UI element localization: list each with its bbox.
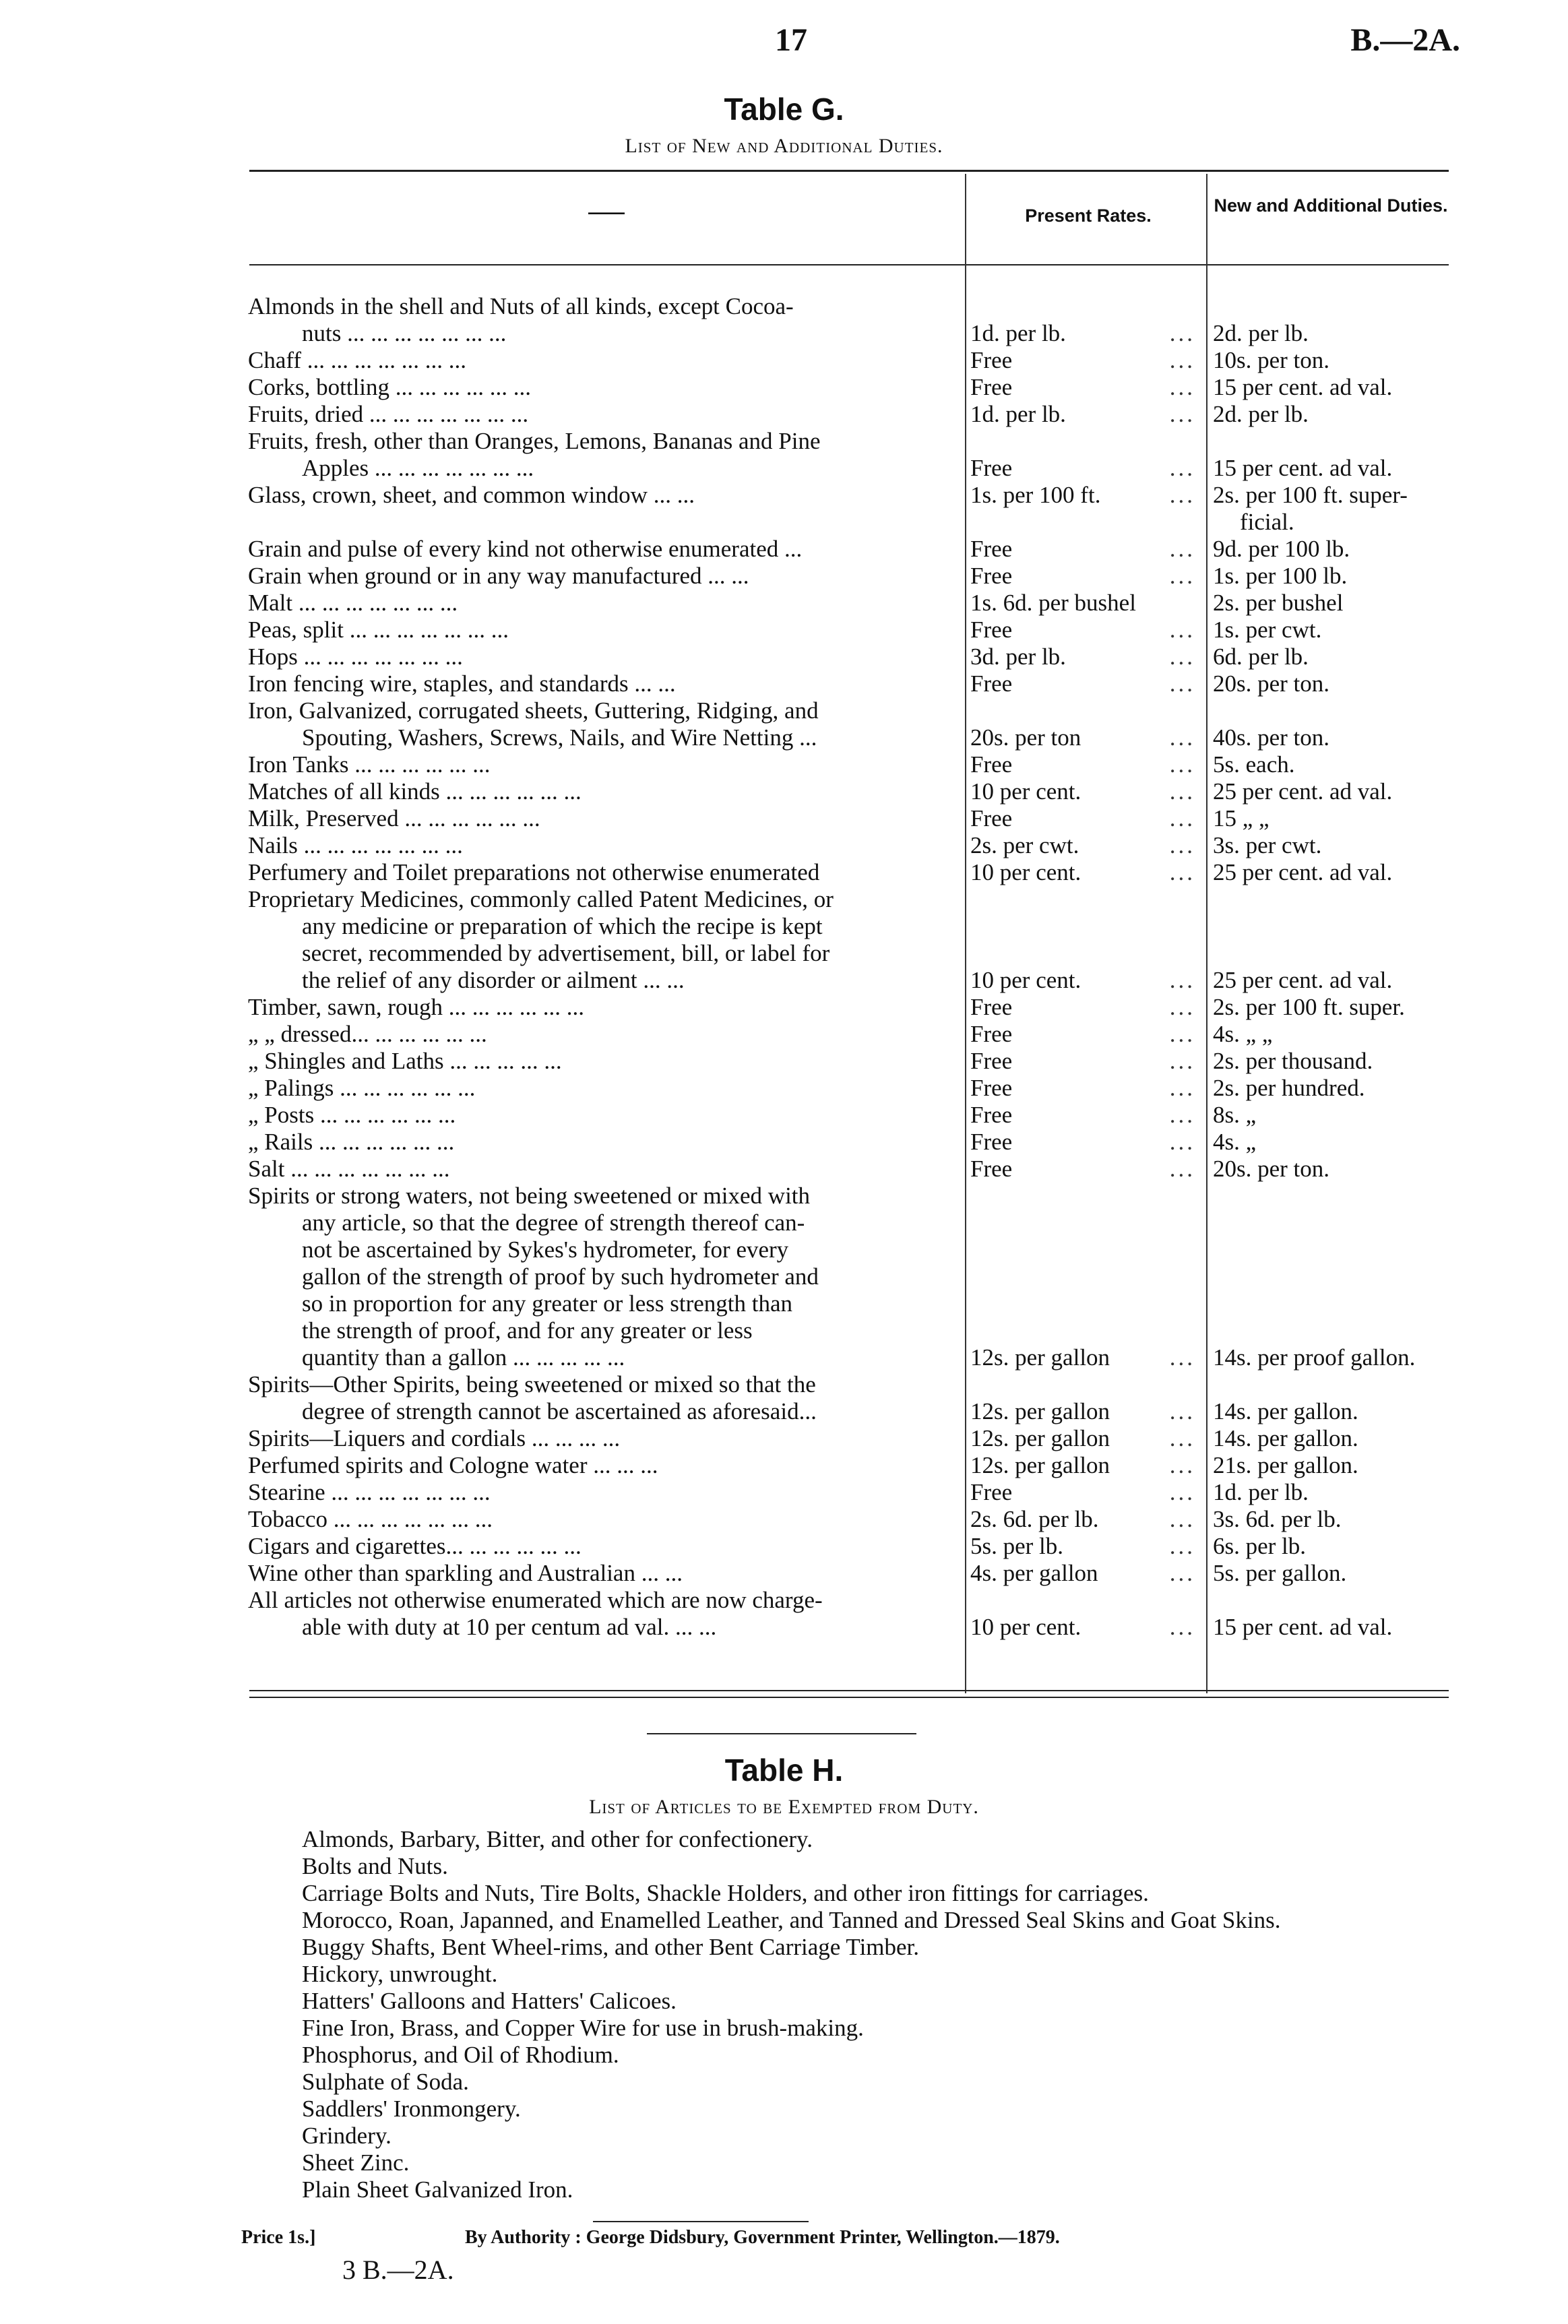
article-text: Malt ... ... ... ... ... ... ... (248, 590, 458, 616)
present-rate: 10 per cent. (970, 967, 1081, 993)
list-item: Hickory, unwrought. (302, 1961, 498, 1987)
list-item: Sulphate of Soda. (302, 2069, 469, 2095)
article-text: Cigars and cigarettes... ... ... ... ... ... (248, 1533, 582, 1559)
table-g-header-rule (249, 264, 1449, 265)
article-text: not be ascertained by Sykes's hydrometer, for every (302, 1236, 789, 1263)
leader-dots: ... (1169, 1129, 1195, 1155)
new-duty: 1s. per 100 lb. (1213, 563, 1348, 589)
present-rate: Free (970, 1102, 1013, 1128)
footer-authority: By Authority : George Didsbury, Government Printer, Wellington.—1879. (465, 2227, 1060, 2248)
leader-dots: ... (1169, 563, 1195, 589)
article-text: Tobacco ... ... ... ... ... ... ... (248, 1506, 493, 1532)
new-duty: 15 per cent. ad val. (1213, 455, 1393, 481)
section-separator (647, 1733, 916, 1734)
leader-dots: ... (1169, 832, 1195, 858)
article-text: Corks, bottling ... ... ... ... ... ... (248, 374, 532, 400)
new-duty: 25 per cent. ad val. (1213, 967, 1393, 993)
new-duty: 14s. per gallon. (1213, 1398, 1358, 1424)
column-header-article: —— (588, 202, 625, 222)
table-g-bottom-rule-2 (249, 1697, 1449, 1698)
leader-dots: ... (1169, 1021, 1195, 1047)
article-text: „ „ dressed... ... ... ... ... ... (248, 1021, 487, 1047)
present-rate: Free (970, 1021, 1013, 1047)
list-item: Morocco, Roan, Japanned, and Enamelled Leather, and Tanned and Dressed Seal Skins and Goat Skins. (302, 1907, 1281, 1933)
article-text: gallon of the strength of proof by such hydrometer and (302, 1263, 819, 1290)
new-duty: 10s. per ton. (1213, 347, 1330, 373)
present-rate: 10 per cent. (970, 1614, 1081, 1640)
article-text: Proprietary Medicines, commonly called Patent Medicines, or (248, 886, 834, 912)
article-text: Grain when ground or in any way manufactured ... ... (248, 563, 749, 589)
new-duty: 40s. per ton. (1213, 724, 1330, 751)
present-rate: 2s. 6d. per lb. (970, 1506, 1099, 1532)
table-g-top-rule (249, 170, 1449, 172)
new-duty: 8s. „ (1213, 1102, 1257, 1128)
article-text: so in proportion for any greater or less strength than (302, 1290, 793, 1317)
new-duty: 15 per cent. ad val. (1213, 1614, 1393, 1640)
table-g-title: Table G. (724, 92, 844, 127)
leader-dots: ... (1169, 724, 1195, 751)
leader-dots: ... (1169, 1560, 1195, 1586)
present-rate: Free (970, 563, 1013, 589)
new-duty: 6s. per lb. (1213, 1533, 1307, 1559)
leader-dots: ... (1169, 1398, 1195, 1424)
list-item: Saddlers' Ironmongery. (302, 2096, 521, 2122)
article-text: Nails ... ... ... ... ... ... ... (248, 832, 463, 858)
article-text: Perfumery and Toilet preparations not otherwise enumerated (248, 859, 820, 885)
list-item: Fine Iron, Brass, and Copper Wire for use in brush-making. (302, 2015, 864, 2041)
table-g-bottom-rule (249, 1690, 1449, 1691)
present-rate: 1s. per 100 ft. (970, 482, 1101, 508)
present-rate: Free (970, 805, 1013, 831)
article-text: Apples ... ... ... ... ... ... ... (302, 455, 534, 481)
present-rate: 1s. 6d. per bushel (970, 590, 1136, 616)
article-text: Spouting, Washers, Screws, Nails, and Wire Netting ... (302, 724, 817, 751)
new-duty: 15 per cent. ad val. (1213, 374, 1393, 400)
leader-dots: ... (1169, 401, 1195, 427)
present-rate: Free (970, 347, 1013, 373)
leader-dots: ... (1169, 1102, 1195, 1128)
leader-dots: ... (1169, 1425, 1195, 1451)
list-item: Almonds, Barbary, Bitter, and other for confectionery. (302, 1826, 813, 1852)
article-text: secret, recommended by advertisement, bill, or label for (302, 940, 830, 966)
present-rate: Free (970, 1075, 1013, 1101)
article-text: Glass, crown, sheet, and common window ... ... (248, 482, 695, 508)
present-rate: Free (970, 617, 1013, 643)
new-duty: 9d. per 100 lb. (1213, 536, 1350, 562)
leader-dots: ... (1169, 455, 1195, 481)
leader-dots: ... (1169, 320, 1195, 346)
page-number: 17 (775, 22, 807, 58)
article-text: Stearine ... ... ... ... ... ... ... (248, 1479, 491, 1505)
footer-price: Price 1s.] (241, 2227, 316, 2248)
leader-dots: ... (1169, 1048, 1195, 1074)
article-text: Iron Tanks ... ... ... ... ... ... (248, 751, 491, 778)
new-duty: 15 „ „ (1213, 805, 1269, 831)
present-rate: 5s. per lb. (970, 1533, 1064, 1559)
new-duty: 5s. per gallon. (1213, 1560, 1347, 1586)
new-duty: 1d. per lb. (1213, 1479, 1309, 1505)
article-text: Hops ... ... ... ... ... ... ... (248, 643, 463, 670)
new-duty: 2s. per 100 ft. super- (1213, 482, 1408, 508)
article-text: any article, so that the degree of strength thereof can- (302, 1210, 805, 1236)
present-rate: 3d. per lb. (970, 643, 1066, 670)
present-rate: 12s. per gallon (970, 1425, 1110, 1451)
new-duty: 3s. per cwt. (1213, 832, 1322, 858)
article-text: degree of strength cannot be ascertained as aforesaid... (302, 1398, 817, 1424)
new-duty: 25 per cent. ad val. (1213, 859, 1393, 885)
leader-dots: ... (1169, 670, 1195, 697)
present-rate: Free (970, 994, 1013, 1020)
leader-dots: ... (1169, 643, 1195, 670)
leader-dots: ... (1169, 1452, 1195, 1478)
new-duty: 6d. per lb. (1213, 643, 1309, 670)
article-text: Peas, split ... ... ... ... ... ... ... (248, 617, 509, 643)
footer-rule (593, 2221, 809, 2222)
article-text: Spirits—Liquers and cordials ... ... ... ... (248, 1425, 621, 1451)
table-h-subtitle: List of Articles to be Exempted from Duty. (589, 1796, 979, 1818)
table-h-title: Table H. (724, 1753, 844, 1788)
present-rate: Free (970, 670, 1013, 697)
new-duty: 5s. each. (1213, 751, 1295, 778)
new-duty: 2s. per bushel (1213, 590, 1344, 616)
leader-dots: ... (1169, 347, 1195, 373)
article-text: Matches of all kinds ... ... ... ... ... ... (248, 778, 582, 805)
article-text: „ Posts ... ... ... ... ... ... (248, 1102, 456, 1128)
footer-document-code: 3 B.—2A. (342, 2255, 454, 2285)
article-text: Chaff ... ... ... ... ... ... ... (248, 347, 467, 373)
article-text: quantity than a gallon ... ... ... ... ... (302, 1344, 625, 1371)
new-duty: 4s. „ (1213, 1129, 1257, 1155)
article-text: Iron fencing wire, staples, and standards ... ... (248, 670, 676, 697)
leader-dots: ... (1169, 617, 1195, 643)
article-text: Fruits, fresh, other than Oranges, Lemons, Bananas and Pine (248, 428, 821, 454)
article-text: All articles not otherwise enumerated which are now charge- (248, 1587, 823, 1613)
leader-dots: ... (1169, 1533, 1195, 1559)
article-text: Almonds in the shell and Nuts of all kinds, except Cocoa- (248, 293, 794, 319)
leader-dots: ... (1169, 778, 1195, 805)
leader-dots: ... (1169, 1075, 1195, 1101)
present-rate: 12s. per gallon (970, 1452, 1110, 1478)
leader-dots: ... (1169, 1344, 1195, 1371)
new-duty: 14s. per proof gallon. (1213, 1344, 1416, 1371)
document-code: B.—2A. (1350, 22, 1460, 58)
article-text: Grain and pulse of every kind not otherwise enumerated ... (248, 536, 803, 562)
article-text: the relief of any disorder or ailment ... ... (302, 967, 685, 993)
present-rate: Free (970, 1479, 1013, 1505)
leader-dots: ... (1169, 967, 1195, 993)
article-text: any medicine or preparation of which the recipe is kept (302, 913, 823, 939)
present-rate: 12s. per gallon (970, 1398, 1110, 1424)
table-h-list (302, 1826, 1488, 2203)
present-rate: Free (970, 536, 1013, 562)
present-rate: Free (970, 751, 1013, 778)
article-text: Timber, sawn, rough ... ... ... ... ... ... (248, 994, 584, 1020)
article-text: „ Shingles and Laths ... ... ... ... ... (248, 1048, 562, 1074)
new-duty: 2d. per lb. (1213, 401, 1309, 427)
article-text: Iron, Galvanized, corrugated sheets, Guttering, Ridging, and (248, 697, 819, 724)
new-duty: 2s. per hundred. (1213, 1075, 1365, 1101)
new-duty: 25 per cent. ad val. (1213, 778, 1393, 805)
leader-dots: ... (1169, 805, 1195, 831)
present-rate: Free (970, 374, 1013, 400)
present-rate: Free (970, 1156, 1013, 1182)
new-duty: 14s. per gallon. (1213, 1425, 1358, 1451)
present-rate: 4s. per gallon (970, 1560, 1098, 1586)
present-rate: 10 per cent. (970, 859, 1081, 885)
article-text: Fruits, dried ... ... ... ... ... ... ... (248, 401, 529, 427)
list-item: Plain Sheet Galvanized Iron. (302, 2176, 573, 2203)
present-rate: Free (970, 1129, 1013, 1155)
leader-dots: ... (1169, 994, 1195, 1020)
article-text: Spirits—Other Spirits, being sweetened or mixed so that the (248, 1371, 816, 1397)
present-rate: 12s. per gallon (970, 1344, 1110, 1371)
new-duty: 2s. per 100 ft. super. (1213, 994, 1405, 1020)
article-text: Milk, Preserved ... ... ... ... ... ... (248, 805, 540, 831)
column-header-new-duties: New and Additional Duties. (1214, 195, 1448, 216)
leader-dots: ... (1169, 374, 1195, 400)
present-rate: 2s. per cwt. (970, 832, 1079, 858)
leader-dots: ... (1169, 536, 1195, 562)
new-duty: ficial. (1240, 509, 1294, 535)
article-text: the strength of proof, and for any greater or less (302, 1317, 753, 1344)
leader-dots: ... (1169, 1614, 1195, 1640)
present-rate: 10 per cent. (970, 778, 1081, 805)
table-g-subtitle: List of New and Additional Duties. (625, 135, 943, 157)
list-item: Buggy Shafts, Bent Wheel-rims, and other Bent Carriage Timber. (302, 1934, 920, 1960)
leader-dots: ... (1169, 482, 1195, 508)
leader-dots: ... (1169, 751, 1195, 778)
leader-dots: ... (1169, 1506, 1195, 1532)
list-item: Phosphorus, and Oil of Rhodium. (302, 2042, 619, 2068)
present-rate: Free (970, 1048, 1013, 1074)
list-item: Hatters' Galloons and Hatters' Calicoes. (302, 1988, 677, 2014)
list-item: Bolts and Nuts. (302, 1853, 448, 1879)
leader-dots: ... (1169, 1479, 1195, 1505)
present-rate: 1d. per lb. (970, 320, 1066, 346)
article-text: „ Palings ... ... ... ... ... ... (248, 1075, 476, 1101)
list-item: Grindery. (302, 2123, 391, 2149)
present-rate: 20s. per ton (970, 724, 1081, 751)
article-text: Spirits or strong waters, not being sweetened or mixed with (248, 1183, 811, 1209)
article-text: nuts ... ... ... ... ... ... ... (302, 320, 507, 346)
list-item: Sheet Zinc. (302, 2149, 410, 2176)
new-duty: 20s. per ton. (1213, 1156, 1330, 1182)
new-duty: 1s. per cwt. (1213, 617, 1322, 643)
present-rate: Free (970, 455, 1013, 481)
leader-dots: ... (1169, 1156, 1195, 1182)
column-header-present-rates: Present Rates. (1025, 206, 1152, 226)
article-text: Perfumed spirits and Cologne water ... ... ... (248, 1452, 658, 1478)
new-duty: 21s. per gallon. (1213, 1452, 1358, 1478)
new-duty: 2s. per thousand. (1213, 1048, 1373, 1074)
article-text: Wine other than sparkling and Australian ... ... (248, 1560, 683, 1586)
present-rate: 1d. per lb. (970, 401, 1066, 427)
article-text: „ Rails ... ... ... ... ... ... (248, 1129, 455, 1155)
list-item: Carriage Bolts and Nuts, Tire Bolts, Shackle Holders, and other iron fittings for carriages. (302, 1880, 1149, 1906)
new-duty: 4s. „ „ (1213, 1021, 1273, 1047)
new-duty: 3s. 6d. per lb. (1213, 1506, 1342, 1532)
new-duty: 20s. per ton. (1213, 670, 1330, 697)
article-text: Salt ... ... ... ... ... ... ... (248, 1156, 450, 1182)
article-text: able with duty at 10 per centum ad val. ... ... (302, 1614, 717, 1640)
leader-dots: ... (1169, 859, 1195, 885)
new-duty: 2d. per lb. (1213, 320, 1309, 346)
